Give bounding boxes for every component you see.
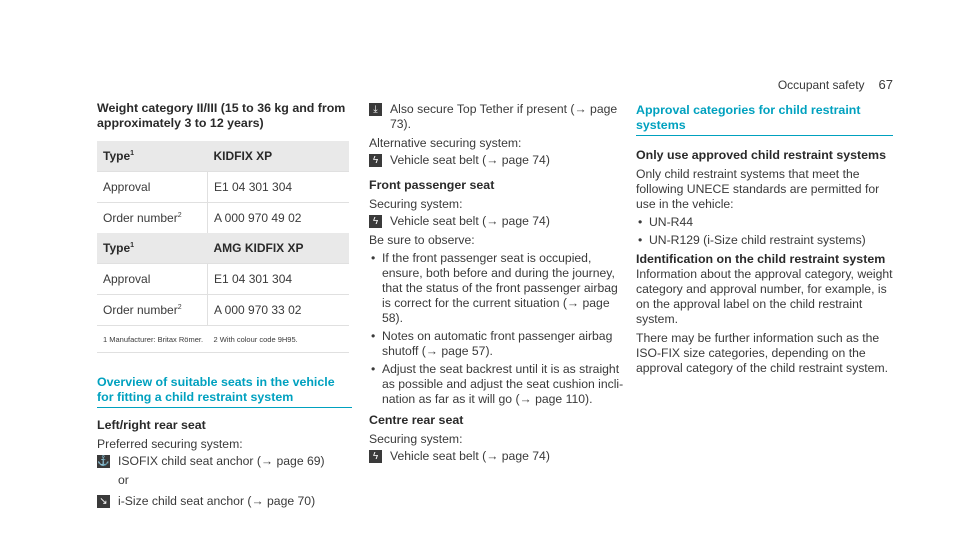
footnote: 1 Manufacturer: Britax Römer. [97, 326, 208, 353]
securing-text: Securing system: [369, 197, 463, 211]
belt-line [369, 153, 624, 168]
table-row [97, 264, 349, 295]
or-text: or [118, 473, 129, 487]
type-value: KIDFIX XP [208, 141, 350, 172]
order-label: Order number [103, 210, 178, 225]
only-approved-text: Only child restraint systems that meet the following UNECE standards are permitted for use in the vehicle: [636, 167, 880, 211]
top-tether-icon: ⤓ [369, 103, 382, 116]
isofix-text: ISOFIX child seat anchor (→ page 69) [118, 454, 325, 468]
order-value: A 000 970 49 02 [208, 203, 350, 234]
order-value: A 000 970 33 02 [208, 295, 350, 326]
alternative-text: Alternative securing system: [369, 136, 522, 150]
identification-heading: Identification on the child restraint system [636, 252, 886, 266]
overview-heading: Overview of suitable seats in the vehicle for fitting a child restraint system [97, 375, 352, 408]
type-value: AMG KIDFIX XP [208, 233, 350, 264]
belt-line [369, 449, 624, 464]
isofix-icon: ⚓ [97, 456, 110, 467]
list-item: • UN-R129 (i-Size child restraint systems) [636, 233, 893, 248]
column-1 [97, 0, 352, 509]
order-label: Order number [103, 302, 178, 317]
page-number: 67 [878, 77, 893, 92]
identification-text: Information about the approval category, weight category and approval number, for example, is on the approval label on the child restraint system. [636, 267, 893, 326]
footnote: 2 With colour code 9H95. [208, 326, 350, 353]
securing-text: Securing system: [369, 432, 463, 446]
front-passenger-heading: Front passenger seat [369, 178, 495, 192]
top-tether-text: Also secure Top Tether if present (→ page 73). [390, 102, 618, 131]
centre-rear-heading: Centre rear seat [369, 413, 464, 427]
child-seat-spec-table [97, 141, 349, 353]
section-title: Occupant safety [777, 78, 865, 92]
isofix-line [97, 454, 352, 469]
approval-categories-heading: Approval categories for child restraint systems [636, 103, 893, 136]
isize-line [97, 494, 352, 509]
table-row [97, 172, 349, 203]
table-row: Type$^1$ AMG KIDFIX XP [97, 233, 349, 264]
left-right-heading: Left/right rear seat [97, 418, 206, 432]
standards-list [636, 215, 893, 248]
only-approved-heading: Only use approved child restraint systems [636, 148, 886, 162]
seat-belt-icon: ϟ [369, 215, 382, 228]
approval-label: Approval [97, 264, 208, 295]
weight-category-heading: Weight category II/III (15 to 36 kg and from approximately 3 to 12 years) [97, 101, 346, 130]
observe-list [369, 251, 624, 407]
approval-value: E1 04 301 304 [208, 264, 350, 295]
belt-text: Vehicle seat belt (→ page 74) [390, 214, 550, 228]
belt-text: Vehicle seat belt (→ page 74) [390, 449, 550, 463]
belt-text: Vehicle seat belt (→ page 74) [390, 153, 550, 167]
preferred-text: Preferred securing system: [97, 437, 243, 451]
seat-belt-icon: ϟ [369, 154, 382, 167]
observe-text: Be sure to observe: [369, 233, 475, 247]
table-row: Type$^1$ KIDFIX XP [97, 141, 349, 172]
list-item: • UN-R44 [636, 215, 893, 230]
table-row: Order number$^2$ A 000 970 49 02 [97, 203, 349, 234]
type-label: Type [103, 148, 131, 163]
table-row: Order number$^2$ A 000 970 33 02 [97, 295, 349, 326]
approval-value: E1 04 301 304 [208, 172, 350, 203]
isize-icon: ↘ [97, 495, 110, 508]
further-info-text: There may be further information such as the ISO-FIX size categories, depending on the approval category of the child restraint system. [636, 331, 888, 375]
top-tether-line [369, 102, 624, 132]
table-row [97, 326, 349, 353]
seat-belt-icon: ϟ [369, 450, 382, 463]
belt-line [369, 214, 624, 229]
list-item: • Notes on automatic front passenger airbag shutoff (→ page 57). [369, 329, 624, 359]
isize-text: i-Size child seat anchor (→ page 70) [118, 494, 316, 508]
type-label: Type [103, 240, 131, 255]
column-3 [636, 0, 893, 376]
column-2 [369, 0, 624, 464]
approval-label: Approval [97, 172, 208, 203]
list-item: • Adjust the seat backrest until it is as straight as possible and adjust the seat cushion inclination as far as it will go (→ page 110). [369, 362, 624, 407]
list-item: • If the front passenger seat is occupied, ensure, both before and during the journey, that the status of the front passenger airbag is correct for the current situation (→ page 58). [369, 251, 624, 326]
